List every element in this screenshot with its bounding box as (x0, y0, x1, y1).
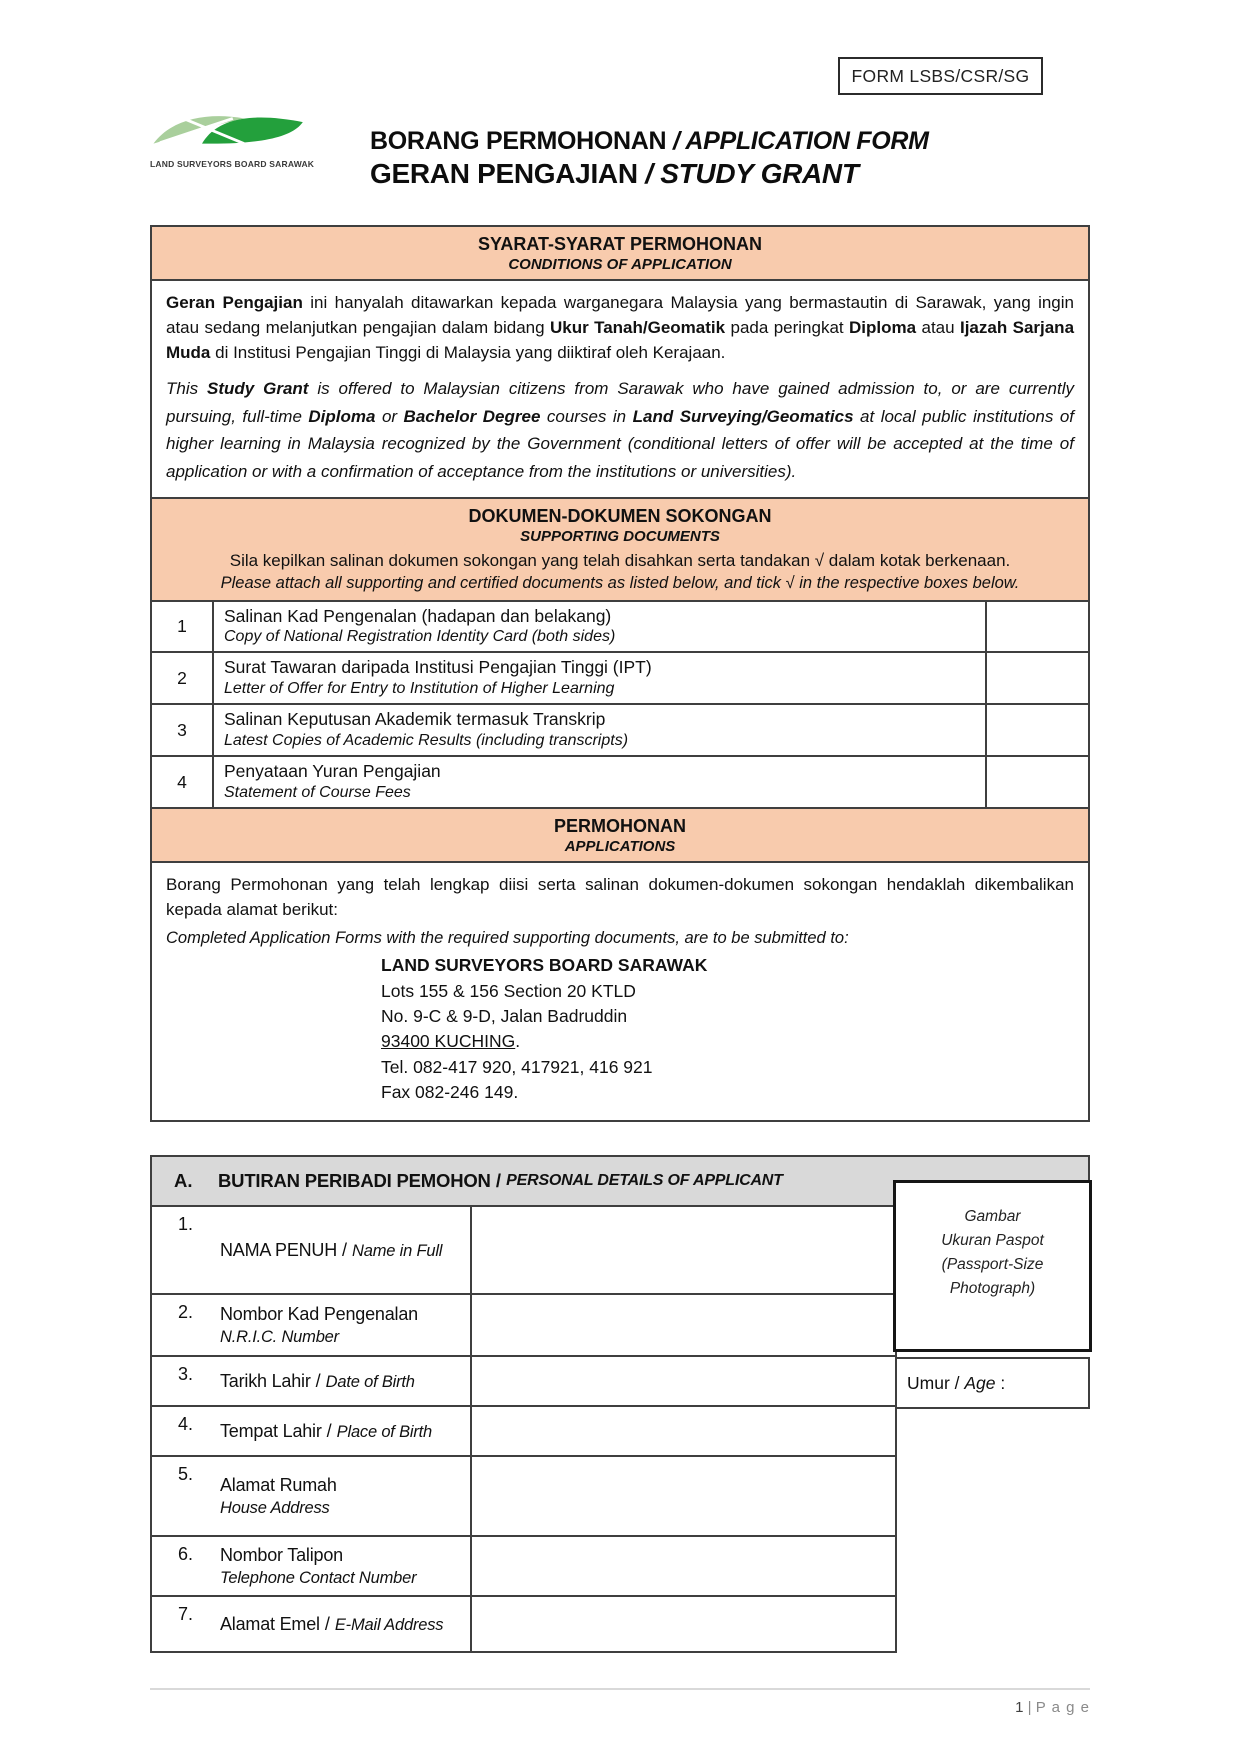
applications-paragraph-en: Completed Application Forms with the required supporting documents, are to be submitted to: (166, 928, 849, 947)
documents-checklist (152, 600, 1088, 807)
title1-ms: BORANG PERMOHONAN (370, 127, 667, 155)
field-label-en: Place of Birth (336, 1422, 433, 1441)
field-text (220, 1371, 462, 1392)
conditions-body (152, 279, 1088, 497)
field-text (220, 1421, 462, 1442)
address-city-line (381, 1029, 1074, 1054)
lsbs-logo-icon (150, 110, 310, 152)
page-label: P a g e (1035, 1699, 1090, 1716)
applications-heading-en: APPLICATIONS (564, 837, 676, 855)
field-text (220, 1304, 462, 1347)
conditions-paragraph-ms: Geran Pengajian ini hanyalah ditawarkan kepada warganegara Malaysia yang bermastautin di Sarawak, yang ingin atau sedang melanjutkan pengajian dalam bidang Ukur Tanah/Geomatik pada peringkat Diploma atau Ijazah Sarjana Muda di Institusi Pengajian Tinggi di Malaysia yang diiktiraf oleh Kerajaan. (166, 293, 1075, 362)
photo-box-line: (Passport-Size (941, 1256, 1044, 1274)
document-name-ms: Salinan Keputusan Akademik termasuk Transkrip (224, 709, 606, 730)
field-label-ms: NAMA PENUH (220, 1239, 338, 1260)
address-city: 93400 KUCHING (381, 1031, 516, 1052)
photo-box-line: Ukuran Paspot (941, 1232, 1044, 1250)
field-row-alamat-emel (152, 1597, 897, 1653)
page-footer (150, 1688, 1090, 1716)
document-name-en: Latest Copies of Academic Results (including transcripts) (224, 731, 629, 749)
photo-box-line: Photograph) (949, 1280, 1036, 1298)
document-name-ms: Salinan Kad Pengenalan (hadapan dan belakang) (224, 605, 612, 626)
document-description (212, 705, 987, 755)
field-label-ms: Alamat Rumah (220, 1474, 337, 1495)
tick-box-1[interactable] (987, 602, 1088, 652)
section-a-heading-ms: BUTIRAN PERIBADI PEMOHON (218, 1170, 491, 1191)
applications-paragraph-ms: Borang Permohonan yang telah lengkap diisi serta salinan dokumen-dokumen sokongan hendaklah dikembalikan kepada alamat berikut: (166, 875, 1074, 919)
tick-box-2[interactable] (987, 653, 1088, 703)
field-label-en: House Address (220, 1498, 330, 1517)
field-label (152, 1537, 470, 1595)
section-a-personal-details (150, 1155, 1090, 1653)
field-label-separator: / (319, 1613, 335, 1634)
document-row-4 (152, 755, 1088, 807)
title1-en: APPLICATION FORM (685, 127, 929, 155)
document-name-en: Copy of National Registration Identity Card (both sides) (224, 628, 616, 645)
field-label-en: Telephone Contact Number (220, 1568, 417, 1587)
document-name-ms: Penyataan Yuran Pengajian (224, 761, 441, 782)
field-label (152, 1295, 470, 1355)
main-info-table (150, 225, 1090, 1122)
field-row-tempat-lahir (152, 1407, 897, 1457)
age-label-colon: : (995, 1372, 1006, 1393)
documents-heading-en: SUPPORTING DOCUMENTS (520, 527, 720, 545)
document-name-en: Letter of Offer for Entry to Institution of Higher Learning (224, 679, 615, 697)
document-name-en: Statement of Course Fees (224, 783, 411, 801)
place-of-birth-input-cell[interactable] (470, 1407, 895, 1455)
document-number: 3 (177, 719, 187, 740)
applications-header-band (152, 807, 1088, 861)
applications-body (152, 861, 1088, 1119)
document-number: 2 (177, 667, 187, 688)
field-label-en: E-Mail Address (334, 1615, 444, 1634)
field-text (220, 1240, 462, 1261)
address-city-suffix: . (515, 1031, 521, 1052)
conditions-header-band (152, 227, 1088, 279)
date-of-birth-input-cell[interactable] (470, 1357, 895, 1405)
title2-en: STUDY GRANT (660, 158, 859, 190)
logo-caption: LAND SURVEYORS BOARD SARAWAK (150, 159, 315, 169)
address-fax: Fax 082-246 149. (381, 1082, 519, 1103)
address-name: LAND SURVEYORS BOARD SARAWAK (381, 955, 708, 976)
field-label (152, 1357, 470, 1405)
email-input-cell[interactable] (470, 1597, 895, 1651)
field-row-tarikh-lahir (152, 1357, 897, 1407)
applications-heading-ms: PERMOHONAN (553, 816, 686, 837)
section-letter: A. (174, 1170, 193, 1191)
form-code-text: FORM LSBS/CSR/SG (851, 65, 1030, 86)
field-number: 7. (178, 1604, 194, 1624)
documents-instruction-en: Please attach all supporting and certified documents as listed below, and tick √ in the respective boxes below. (220, 574, 1020, 593)
field-label-en: N.R.I.C. Number (220, 1327, 339, 1346)
field-text (220, 1475, 462, 1518)
field-row-nama-penuh (152, 1207, 897, 1295)
field-label-ms: Nombor Kad Pengenalan (220, 1303, 418, 1324)
age-input-cell[interactable] (895, 1357, 1090, 1409)
field-row-nric (152, 1295, 897, 1357)
photo-box-line: Gambar (964, 1208, 1021, 1225)
age-label-en: Age (964, 1372, 996, 1393)
document-number: 1 (177, 616, 187, 637)
address-telephone: Tel. 082-417 920, 417921, 416 921 (381, 1056, 653, 1077)
field-number: 3. (178, 1364, 194, 1384)
document-description (212, 757, 987, 807)
document-name-ms: Surat Tawaran daripada Institusi Pengajian Tinggi (IPT) (224, 657, 652, 678)
section-a-heading-en: PERSONAL DETAILS OF APPLICANT (506, 1172, 783, 1189)
field-label-separator: / (310, 1370, 326, 1391)
field-label-ms: Tarikh Lahir (220, 1370, 311, 1391)
page-number-separator: | (1027, 1699, 1032, 1716)
conditions-heading-ms: SYARAT-SYARAT PERMOHONAN (477, 234, 763, 254)
telephone-input-cell[interactable] (470, 1537, 895, 1595)
document-title (370, 126, 929, 191)
field-label-separator: / (321, 1420, 337, 1441)
field-label-en: Date of Birth (325, 1372, 415, 1391)
field-label-ms: Alamat Emel (220, 1613, 320, 1634)
field-number: 5. (178, 1464, 194, 1484)
personal-details-rows (150, 1207, 897, 1653)
field-label-ms: Tempat Lahir (220, 1420, 322, 1441)
document-number: 4 (177, 771, 187, 792)
field-text (220, 1614, 462, 1635)
title2-separator: / (637, 158, 661, 190)
field-number: 2. (178, 1302, 194, 1322)
field-number: 6. (178, 1544, 194, 1564)
document-row-2 (152, 651, 1088, 703)
documents-header-band (152, 497, 1088, 599)
field-number: 4. (178, 1414, 194, 1434)
passport-photo-box[interactable] (893, 1180, 1092, 1352)
field-label (152, 1597, 470, 1651)
title-line-2 (370, 157, 929, 191)
address-line-2: No. 9-C & 9-D, Jalan Badruddin (381, 1006, 628, 1027)
field-label (152, 1457, 470, 1535)
field-label (152, 1407, 470, 1455)
nric-input-cell[interactable] (470, 1295, 895, 1355)
title1-separator: / (666, 127, 686, 155)
field-row-alamat-rumah (152, 1457, 897, 1537)
conditions-paragraph-en: This Study Grant is offered to Malaysian citizens from Sarawak who have gained admission to, or are currently pursuing, full-time Diploma or Bachelor Degree courses in Land Surveying/Geomatics at local public institutions of higher learning in Malaysia recognized by the Government (conditional letters of offer will be accepted at the time of application or with a confirmation of acceptance from the institutions or universities). (166, 379, 1075, 481)
section-a-heading-separator: / (490, 1170, 507, 1191)
documents-instruction-ms: Sila kepilkan salinan dokumen sokongan yang telah disahkan serta tandakan √ dalam kotak berkenaan. (229, 550, 1011, 570)
tick-box-3[interactable] (987, 705, 1088, 755)
field-label-separator: / (337, 1239, 353, 1260)
field-number: 1. (178, 1214, 194, 1234)
document-row-1 (152, 602, 1088, 652)
field-label-en: Name in Full (352, 1241, 443, 1260)
field-row-nombor-talipon (152, 1537, 897, 1597)
title2-ms: GERAN PENGAJIAN (370, 158, 638, 190)
document-description (212, 653, 987, 703)
submission-address (381, 953, 1074, 1105)
field-text (220, 1545, 462, 1588)
field-label-ms: Nombor Talipon (220, 1544, 343, 1565)
conditions-heading-en: CONDITIONS OF APPLICATION (508, 255, 732, 273)
title-line-1 (370, 126, 929, 157)
house-address-input-cell[interactable] (470, 1457, 895, 1535)
documents-heading-ms: DOKUMEN-DOKUMEN SOKONGAN (468, 506, 772, 527)
document-row-3 (152, 703, 1088, 755)
document-description (212, 602, 987, 652)
tick-box-4[interactable] (987, 757, 1088, 807)
nama-penuh-input-cell[interactable] (470, 1207, 895, 1293)
field-label (152, 1207, 470, 1293)
age-label-ms: Umur / (907, 1372, 965, 1393)
form-code-box (838, 57, 1043, 95)
address-line-1: Lots 155 & 156 Section 20 KTLD (381, 980, 636, 1001)
page-number: 1 (1015, 1699, 1024, 1716)
lsbs-logo-block (150, 110, 315, 169)
